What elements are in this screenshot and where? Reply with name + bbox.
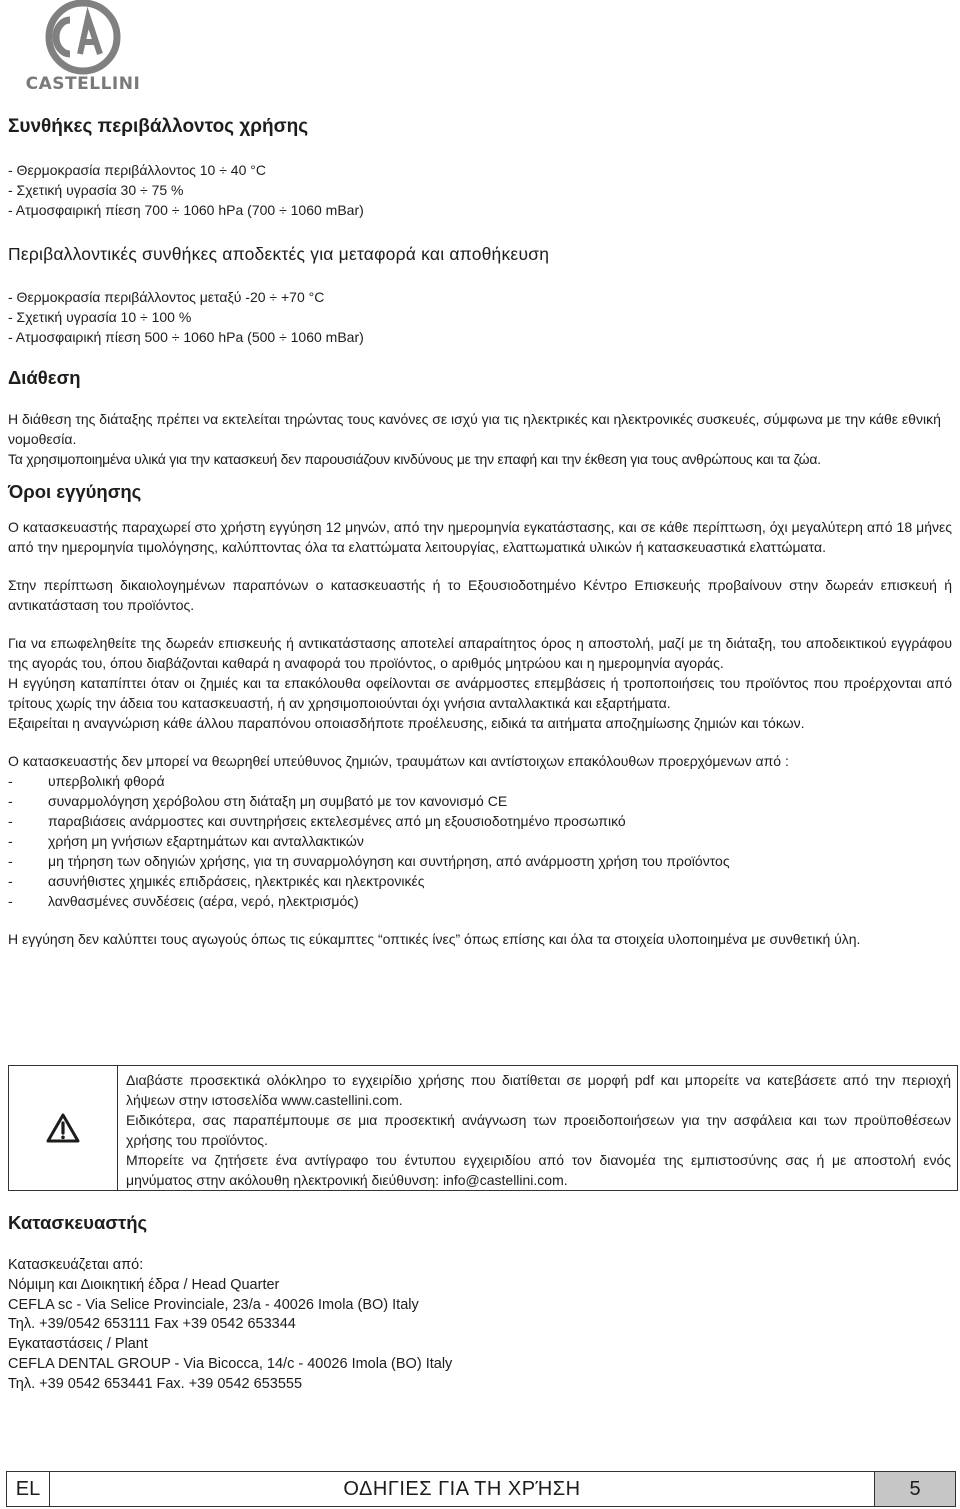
document-body bbox=[8, 116, 952, 949]
disposal-paragraph: Η διάθεση της διάταξης πρέπει να εκτελείται τηρώντας τους κανόνες σε ισχύ για τις ηλεκτρικές και ηλεκτρονικές συσκευές, σύμφωνα με την κάθε εθνική νομοθεσία. bbox=[8, 411, 941, 447]
castellini-logo bbox=[8, 0, 158, 100]
list-item: - Σχετική υγρασία 30 ÷ 75 % bbox=[8, 182, 184, 198]
fiber-optic-note: Η εγγύηση δεν καλύπτει τους αγωγούς όπως τις εύκαμπτες “οπτικές ίνες” όπως επίσης και όλα τα στοιχεία υλοποιημένα με συνθετική ύλη. bbox=[8, 931, 861, 947]
env-conditions-title: Συνθήκες περιβάλλοντος χρήσης bbox=[8, 116, 309, 137]
disposal-paragraph: Τα χρησιμοποιημένα υλικά για την κατασκευή δεν παρουσιάζουν κινδύνους με την επαφή και την έκθεση για τους ανθρώπους και τα ζώα. bbox=[8, 451, 821, 467]
list-item: - συναρμολόγηση χερόβολου στη διάταξη μη συμβατό με τον κανονισμό CE bbox=[8, 793, 508, 809]
notice-text bbox=[118, 1066, 957, 1190]
list-item: - παραβιάσεις ανάρμοστες και συντηρήσεις εκτελεσμένες από μη εξουσιοδοτημένο προσωπικό bbox=[8, 813, 626, 829]
list-item: - ασυνήθιστες χημικές επιδράσεις, ηλεκτρικές και ηλεκτρονικές bbox=[8, 873, 425, 889]
page-footer bbox=[6, 1471, 956, 1507]
manufacturer-line: Τηλ. +39/0542 653111 Fax +39 0542 653344 bbox=[8, 1316, 296, 1333]
manufacturer-line: Κατασκευάζεται από: bbox=[8, 1257, 144, 1273]
list-item: - Θερμοκρασία περιβάλλοντος 10 ÷ 40 °C bbox=[8, 162, 266, 178]
castellini-emblem-icon bbox=[8, 0, 158, 78]
manufacturer-line: Τηλ. +39 0542 653441 Fax. +39 0542 653555 bbox=[8, 1375, 303, 1392]
manufacturer-section bbox=[8, 1212, 952, 1395]
footer-title: ΟΔΗΓΙΕΣ ΓΙΑ ΤΗ ΧΡΉΣΗ bbox=[343, 1477, 581, 1500]
disposal-title: Διάθεση bbox=[8, 367, 81, 388]
warranty-paragraph: Στην περίπτωση δικαιολογημένων παραπόνων ο κατασκευαστής ή το Εξουσιοδοτημένο Κέντρο Επισκευής προβαίνουν στην δωρεάν επισκευή ή αντικατάσταση του προϊόντος. bbox=[8, 577, 952, 613]
notice-paragraph: Ειδικότερα, σας παραπέμπουμε σε μια προσεκτική ανάγνωση των προειδοποιήσεων για την ασφάλεια και των προϋποθέσεων χρήσης του προϊόντος. bbox=[126, 1112, 951, 1148]
brand-name: CASTELLINI bbox=[25, 74, 141, 94]
liability-intro: Ο κατασκευαστής δεν μπορεί να θεωρηθεί υπεύθυνος ζημιών, τραυμάτων και αντίστοιχων επακόλουθων προερχόμενων από : bbox=[8, 753, 789, 769]
warranty-paragraph: Η εγγύηση καταπίπτει όταν οι ζημιές και τα επακόλουθα οφείλονται σε ανάρμοστες επεμβάσεις ή τροποποιήσεις του προϊόντος που προέρχονται από τρίτους χωρίς την άδεια του κατασκευαστή, ή αν χρησιμοποιούνται όχι γνήσια ανταλλακτικά και εξαρτήματα. bbox=[8, 675, 952, 711]
transport-conditions-title: Περιβαλλοντικές συνθήκες αποδεκτές για μεταφορά και αποθήκευση bbox=[8, 244, 550, 264]
list-item: - χρήση μη γνήσιων εξαρτημάτων και ανταλλακτικών bbox=[8, 833, 364, 849]
transport-conditions-list bbox=[8, 287, 952, 347]
notice-paragraph: Διαβάστε προσεκτικά ολόκληρο το εγχειρίδιο χρήσης που διατίθεται σε μορφή pdf και μπορείτε να κατεβάσετε από την περιοχή λήψεων στην ιστοσελίδα www.castellini.com. bbox=[126, 1072, 951, 1108]
page-number: 5 bbox=[874, 1472, 955, 1506]
list-item: - Ατμοσφαιρική πίεση 500 ÷ 1060 hPa (500 ÷ 1060 mBar) bbox=[8, 329, 364, 345]
language-code: EL bbox=[7, 1472, 50, 1506]
list-item: - λανθασμένες συνδέσεις (αέρα, νερό, ηλεκτρισμός) bbox=[8, 893, 359, 909]
warning-triangle-icon bbox=[46, 1113, 80, 1143]
notice-icon-cell bbox=[9, 1066, 118, 1190]
list-item: - μη τήρηση των οδηγιών χρήσης, για τη συναρμολόγηση και συντήρηση, από ανάρμοστη χρήση του προϊόντος bbox=[8, 853, 730, 869]
liability-list bbox=[8, 771, 952, 911]
list-item: - υπερβολική φθορά bbox=[8, 773, 165, 789]
manufacturer-line: Εγκαταστάσεις / Plant bbox=[8, 1336, 148, 1353]
warranty-paragraph: Για να επωφεληθείτε της δωρεάν επισκευής ή αντικατάστασης αποτελεί απαραίτητος όρος η αποστολή, μαζί με τη διάταξη, του αποδεικτικού εγγράφου της αγοράς του, όπου διαβάζονται καθαρά η αναφορά του προϊόντος, ο αριθμός μητρώου και η ημερομηνία αγοράς. bbox=[8, 635, 952, 671]
manufacturer-line: CEFLA sc - Via Selice Provinciale, 23/a - 40026 Imola (BO) Italy bbox=[8, 1296, 419, 1313]
env-conditions-list bbox=[8, 160, 952, 220]
list-item: - Σχετική υγρασία 10 ÷ 100 % bbox=[8, 309, 192, 325]
manufacturer-line: CEFLA DENTAL GROUP - Via Bicocca, 14/c - 40026 Imola (BO) Italy bbox=[8, 1355, 453, 1372]
manufacturer-title: Κατασκευαστής bbox=[8, 1212, 148, 1233]
notice-paragraph: Μπορείτε να ζητήσετε ένα αντίγραφο του έντυπου εγχειριδίου από τον διανομέα της εμπιστοσύνης σας ή με αποστολή ενός μηνύματος στην ακόλουθη ηλεκτρονική διεύθυνση: info@castellini.com. bbox=[126, 1152, 951, 1188]
manufacturer-line: Νόμιμη και Διοικητική έδρα / Head Quarter bbox=[8, 1276, 280, 1293]
manual-notice-box bbox=[8, 1065, 958, 1191]
list-item: - Θερμοκρασία περιβάλλοντος μεταξύ -20 ÷ +70 °C bbox=[8, 289, 325, 305]
warranty-title: Όροι εγγύησης bbox=[8, 481, 142, 502]
list-item: - Ατμοσφαιρική πίεση 700 ÷ 1060 hPa (700 ÷ 1060 mBar) bbox=[8, 202, 364, 218]
warranty-paragraph: Ο κατασκευαστής παραχωρεί στο χρήστη εγγύηση 12 μηνών, από την ημερομηνία εγκατάστασης, και σε κάθε περίπτωση, όχι μεγαλύτερη από 18 μήνες από την ημερομηνία τιμολόγησης, καλύπτοντας όλα τα ελαττώματα λειτουργίας, ελαττωματικά υλικών ή κατασκευαστικά ελαττώματα. bbox=[8, 519, 952, 555]
warranty-paragraph: Εξαιρείται η αναγνώριση κάθε άλλου παραπόνου οποιασδήποτε προέλευσης, ειδικά τα αιτήματα αποζημίωσης ζημιών και τόκων. bbox=[8, 715, 805, 731]
